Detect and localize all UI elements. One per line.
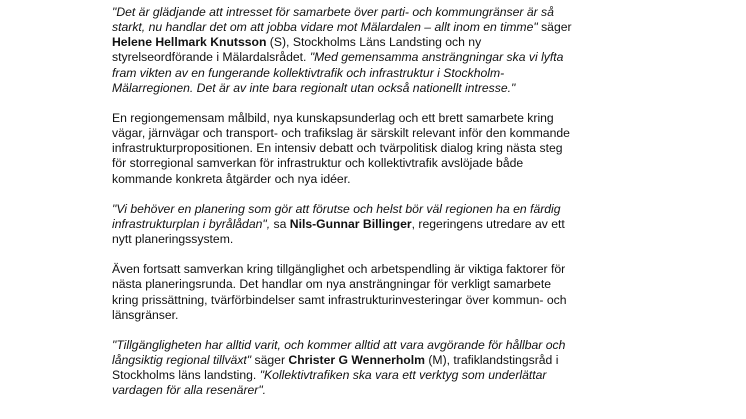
paragraph: [112, 338, 652, 399]
text-line: [112, 35, 652, 50]
body-text: (S), Stockholms Läns Landsting och ny: [266, 35, 482, 50]
quote-text: infrastrukturplan i byrålådan",: [112, 216, 271, 231]
quote-text: "Med gemensamma ansträngningar ska vi lyfta: [309, 50, 564, 65]
quote-text: Mälarregionen. Det är av inte bara regionalt utan också nationellt intresse.": [112, 80, 516, 95]
text-line: [112, 5, 652, 20]
text-line: [112, 308, 652, 323]
body-text: infrastrukturpropositionen. En intensiv debatt och tvärpolitisk dialog kring nästa steg: [112, 141, 563, 156]
person-name: Nils-Gunnar Billinger: [289, 216, 412, 231]
quote-text: vardagen för alla resenärer".: [112, 383, 267, 398]
text-line: [112, 293, 652, 308]
body-text: säger: [251, 352, 289, 367]
quote-text: "Vi behöver en planering som gör att förutse och helst bör väl regionen ha en färdig: [112, 201, 561, 216]
text-line: [112, 172, 652, 187]
quote-text: "Tillgängligheten har alltid varit, och kommer alltid att vara avgörande för hållbar och: [112, 337, 566, 352]
body-text: Stockholms läns landsting.: [112, 368, 260, 383]
text-line: [112, 81, 652, 96]
text-line: [112, 232, 652, 247]
quote-text: starkt, nu handlar det om att jobba vidare mot Mälardalen – allt inom en timme": [112, 20, 538, 35]
body-text: nästa planeringsrunda. Det handlar om nya ansträngningar för verkligt samarbete: [112, 277, 551, 292]
text-line: [112, 338, 652, 353]
body-text: , regeringens utredare av ett: [411, 216, 565, 231]
body-text: (M), trafiklandstingsråd i: [424, 352, 559, 367]
paragraph: [112, 5, 652, 96]
text-line: [112, 20, 652, 35]
paragraph-list: [112, 5, 652, 398]
body-text: En regiongemensam målbild, nya kunskapsunderlag och ett brett samarbete kring: [112, 110, 554, 125]
text-line: [112, 353, 652, 368]
text-line: [112, 111, 652, 126]
text-line: [112, 66, 652, 81]
text-line: [112, 156, 652, 171]
body-text: länsgränser.: [112, 307, 179, 322]
body-text: kring prissättning, tvärförbindelser samt infrastrukturinvesteringar över kommun- och: [112, 292, 567, 307]
quote-text: "Det är glädjande att intresset för samarbete över parti- och kommungränser är så: [112, 5, 554, 19]
document-body: [112, 5, 652, 398]
body-text: säger: [537, 20, 572, 35]
body-text: nytt planeringssystem.: [112, 232, 234, 247]
paragraph: [112, 202, 652, 247]
text-line: [112, 141, 652, 156]
text-line: [112, 383, 652, 398]
body-text: sa: [270, 216, 290, 231]
text-line: [112, 262, 652, 277]
text-line: [112, 126, 652, 141]
paragraph: [112, 111, 652, 187]
person-name: Helene Hellmark Knutsson: [112, 35, 267, 50]
text-line: [112, 202, 652, 217]
quote-text: fram vikten av en fungerande kollektivtrafik och infrastruktur i Stockholm-: [112, 65, 505, 80]
text-line: [112, 217, 652, 232]
body-text: för storregional samverkan för infrastruktur och kollektivtrafik avslöjade både: [112, 156, 524, 171]
quote-text: "Kollektivtrafiken ska vara ett verktyg som underlättar: [259, 368, 547, 383]
person-name: Christer G Wennerholm: [288, 352, 425, 367]
text-line: [112, 277, 652, 292]
text-line: [112, 368, 652, 383]
body-text: vägar, järnvägar och transport- och trafikslag är särskilt relevant inför den kommande: [112, 126, 570, 141]
body-text: Även fortsatt samverkan kring tillgänglighet och arbetspendling är viktiga faktorer för: [112, 262, 566, 277]
paragraph: [112, 262, 652, 323]
body-text: kommande konkreta åtgärder och nya idéer.: [112, 171, 351, 186]
quote-text: långsiktig regional tillväxt": [112, 352, 252, 367]
body-text: styrelseordförande i Mälardalsrådet.: [112, 50, 310, 65]
text-line: [112, 50, 652, 65]
